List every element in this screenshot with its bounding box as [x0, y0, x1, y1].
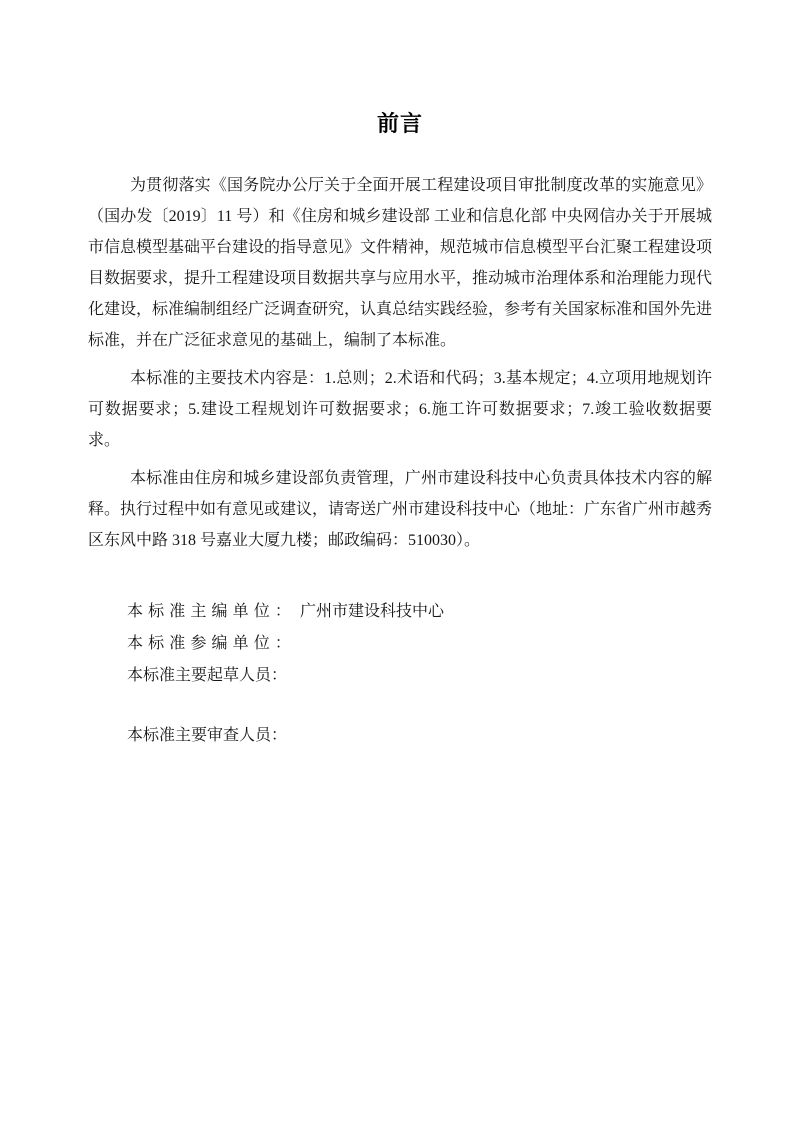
paragraph-intent: 为贯彻落实《国务院办公厅关于全面开展工程建设项目审批制度改革的实施意见》（国办发〔2019〕11 号）和《住房和城乡建设部 工业和信息化部 中央网信办关于开展城市信息模型基础平台建设的指导意见》文件精神，规范城市信息模型平台汇聚工程建设项目数据要求，提升工程建设项目数据共享与应用水平，推动城市治理体系和治理能力现代化建设，标准编制组经广泛调查研究，认真总结实践经验，参考有关国家标准和国外先进标准，并在广泛征求意见的基础上，编制了本标准。 — [88, 176, 713, 349]
credits-section — [88, 596, 712, 752]
document-body — [88, 170, 712, 752]
page-title: 前言 — [376, 110, 423, 136]
credit-line-co-editor — [88, 628, 712, 660]
credit-label-reviewers: 本标准主要审查人员： — [127, 726, 288, 744]
credit-label-co-editor: 本标准参编单位： — [127, 634, 296, 652]
credit-value-chief-editor: 广州市建设科技中心 — [299, 602, 444, 620]
credit-label-drafters: 本标准主要起草人员： — [127, 666, 288, 684]
document-page — [0, 15, 800, 1147]
paragraph-contents: 本标准的主要技术内容是：1.总则；2.术语和代码；3.基本规定；4.立项用地规划许可数据要求；5.建设工程规划许可数据要求；6.施工许可数据要求；7.竣工验收数据要求。 — [88, 369, 712, 449]
credit-line-chief-editor — [88, 596, 712, 628]
credit-label-chief-editor: 本标准主编单位： — [127, 602, 296, 620]
credit-line-drafters — [88, 660, 712, 692]
credit-line-reviewers — [88, 720, 712, 752]
paragraph-management: 本标准由住房和城乡建设部负责管理，广州市建设科技中心负责具体技术内容的解释。执行过程中如有意见或建议，请寄送广州市建设科技中心（地址：广东省广州市越秀区东风中路 318 号嘉业大厦九楼；邮政编码：510030）。 — [88, 469, 713, 549]
